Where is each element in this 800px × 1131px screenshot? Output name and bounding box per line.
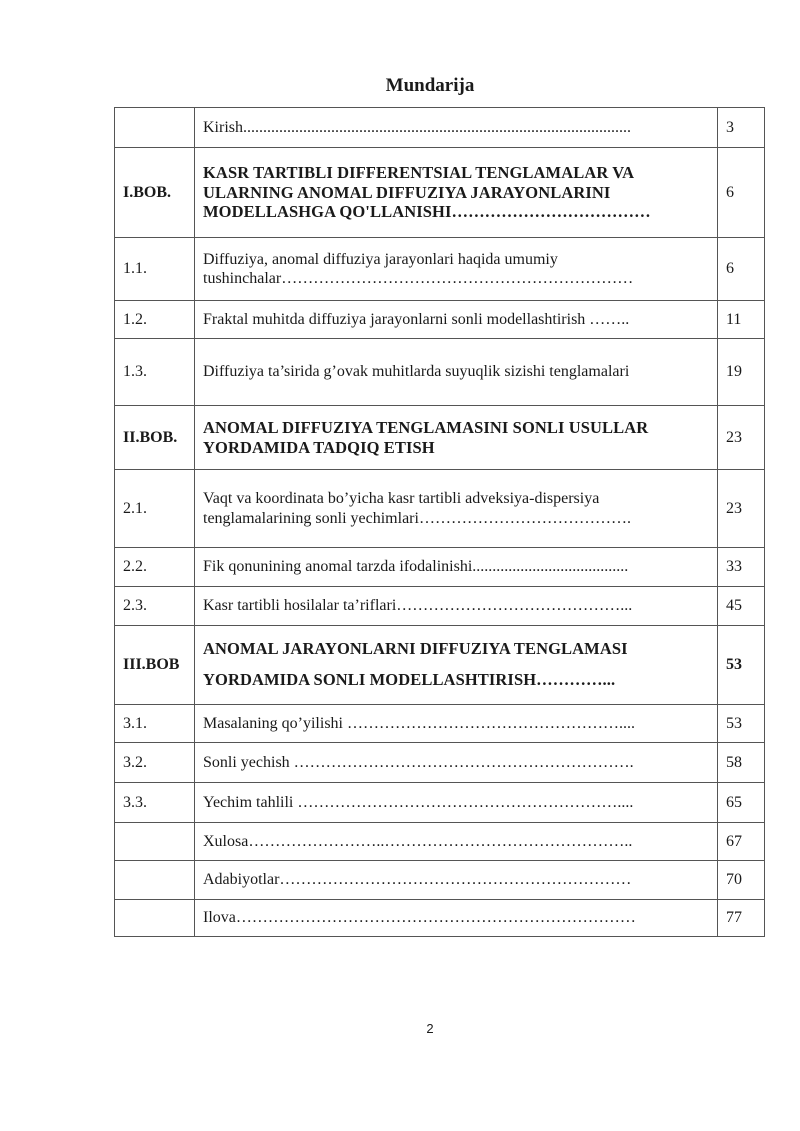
toc-row-1-3: [115, 339, 765, 406]
toc-row-chapter-1: [115, 148, 765, 238]
section-number: 1.1.: [115, 238, 195, 301]
section-title: Diffuziya, anomal diffuziya jarayonlari haqida umumiy tushinchalar…………………………………………………………: [195, 238, 718, 301]
page-title: Mundarija: [385, 75, 475, 96]
section-title: Adabiyotlar…………………………………………………………: [195, 861, 718, 900]
section-title: Masalaning qo’yilishi ……………………………………………....: [195, 705, 718, 743]
chapter-title: ANOMAL JARAYONLARNI DIFFUZIYA TENGLAMASI YORDAMIDA SONLI MODELLASHTIRISH…………...: [195, 626, 718, 705]
toc-row-2-1: [115, 470, 765, 548]
toc-row-chapter-3: [115, 626, 765, 705]
section-number: 1.3.: [115, 339, 195, 406]
chapter-number: II.BOB.: [115, 406, 195, 470]
chapter-title: ANOMAL DIFFUZIYA TENGLAMASINI SONLI USULLAR YORDAMIDA TADQIQ ETISH: [195, 406, 718, 470]
page-number: 67: [718, 823, 765, 861]
toc-row-introduction: [115, 108, 765, 148]
section-number: [115, 108, 195, 148]
section-title: Ilova…………………………………………………………………: [195, 900, 718, 937]
section-number: 3.2.: [115, 743, 195, 783]
section-number: 1.2.: [115, 301, 195, 339]
page-number: 65: [718, 783, 765, 823]
section-number: [115, 861, 195, 900]
page-number: 3: [718, 108, 765, 148]
page-number: 23: [718, 470, 765, 548]
section-title: Yechim tahlili ……………………………………………………....: [195, 783, 718, 823]
section-title: Kasr tartibli hosilalar ta’riflari……………………………………...: [195, 587, 718, 626]
contents-table: [114, 107, 765, 937]
section-title: Diffuziya ta’sirida g’ovak muhitlarda suyuqlik sizishi tenglamalari: [195, 339, 718, 406]
page-number: 23: [718, 406, 765, 470]
toc-row-appendix: [115, 900, 765, 937]
section-number: [115, 823, 195, 861]
section-number: 3.1.: [115, 705, 195, 743]
toc-row-3-1: [115, 705, 765, 743]
page-number: 45: [718, 587, 765, 626]
toc-row-1-1: [115, 238, 765, 301]
section-number: 2.3.: [115, 587, 195, 626]
page-number: 11: [718, 301, 765, 339]
toc-row-3-2: [115, 743, 765, 783]
page-number: 70: [718, 861, 765, 900]
toc-row-1-2: [115, 301, 765, 339]
page-number: 6: [718, 148, 765, 238]
page-number: 58: [718, 743, 765, 783]
section-title: Vaqt va koordinata bo’yicha kasr tartibli adveksiya-dispersiya tenglamalarining sonli yechimlari………………………………….: [195, 470, 718, 548]
page-number: 53: [718, 626, 765, 705]
section-number: [115, 900, 195, 937]
section-title: Fraktal muhitda diffuziya jarayonlarni sonli modellashtirish ……..: [195, 301, 718, 339]
section-title: Xulosa……………………..………………………………………..: [195, 823, 718, 861]
section-number: 3.3.: [115, 783, 195, 823]
page-number: 33: [718, 548, 765, 587]
toc-row-2-2: [115, 548, 765, 587]
section-title: Sonli yechish ……………………………………………………….: [195, 743, 718, 783]
toc-row-chapter-2: [115, 406, 765, 470]
page-number: 6: [718, 238, 765, 301]
footer-page-number: 2: [426, 1021, 434, 1036]
page-number: 77: [718, 900, 765, 937]
section-title: Fik qonunining anomal tarzda ifodalinishi.......................................: [195, 548, 718, 587]
toc-row-references: [115, 861, 765, 900]
page-number: 19: [718, 339, 765, 406]
chapter-number: III.BOB: [115, 626, 195, 705]
section-title: Kirish.................................................................................................: [195, 108, 718, 148]
toc-row-3-3: [115, 783, 765, 823]
chapter-number: I.BOB.: [115, 148, 195, 238]
page-number: 53: [718, 705, 765, 743]
chapter-title: KASR TARTIBLI DIFFERENTSIAL TENGLAMALAR VA ULARNING ANOMAL DIFFUZIYA JARAYONLARINI MODELLASHGA QO'LLANISHI………………………………: [195, 148, 718, 238]
toc-row-2-3: [115, 587, 765, 626]
section-number: 2.2.: [115, 548, 195, 587]
toc-row-conclusion: [115, 823, 765, 861]
section-number: 2.1.: [115, 470, 195, 548]
